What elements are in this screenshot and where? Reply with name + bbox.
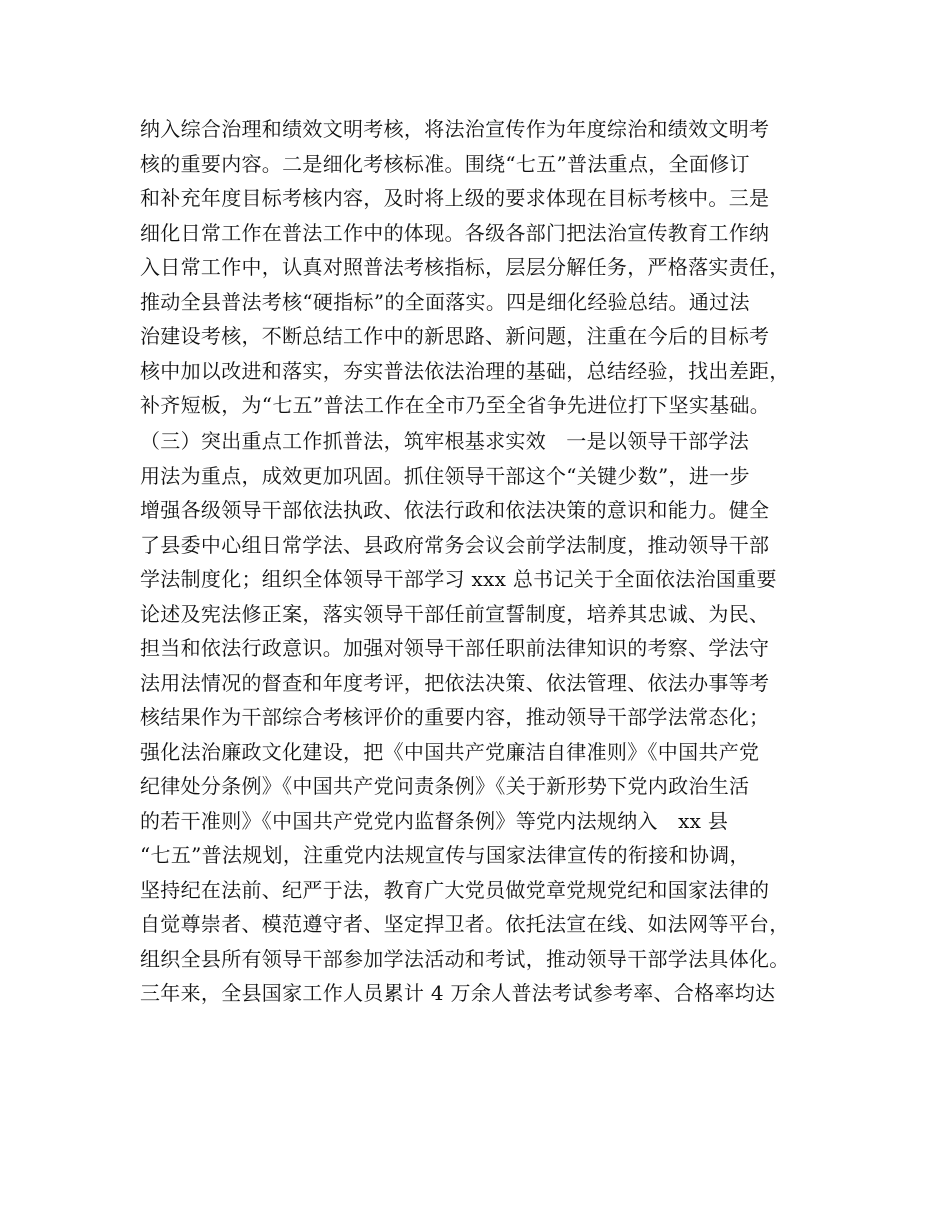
text-line: 核的重要内容。二是细化考核标准。围绕“七五”普法重点，全面修订: [140, 151, 750, 176]
text-line: 和补充年度目标考核内容，及时将上级的要求体现在目标考核中。三是: [140, 186, 770, 210]
text-line: 了县委中心组日常学法、县政府常务会议会前学法制度，推动领导干部: [140, 532, 770, 557]
text-line: “七五”普法规划，注重党内法规宣传与国家法律宣传的衔接和协调，: [140, 843, 750, 867]
text-line: 论述及宪法修正案，落实领导干部任前宣誓制度，培养其忠诚、为民、: [140, 601, 770, 626]
text-line: 核结果作为干部综合考核评价的重要内容，推动领导干部学法常态化；: [140, 705, 770, 729]
text-line: 组织全县所有领导干部参加学法活动和考试，推动领导干部学法具体化。: [140, 946, 790, 971]
text-line: 入日常工作中，认真对照普法考核指标，层层分解任务，严格落实责任，: [140, 255, 790, 279]
text-line: 的若干准则》《中国共产党党内监督条例》等党内法规纳入 xx 县: [140, 808, 729, 833]
text-line: 坚持纪在法前、纪严于法，教育广大党员做党章党规党纪和国家法律的: [140, 877, 770, 902]
paragraph-exam-refinement: [140, 112, 820, 423]
text-line: 增强各级领导干部依法执政、依法行政和依法决策的意识和能力。健全: [140, 498, 770, 522]
text-line: 自觉尊崇者、模范遵守者、坚定捍卫者。依托法宣在线、如法网等平台，: [140, 912, 790, 936]
text-line: 细化日常工作在普法工作中的体现。各级各部门把法治宣传教育工作纳: [140, 220, 770, 245]
text-line: 核中加以改进和落实，夯实普法依法治理的基础，总结经验，找出差距，: [140, 358, 790, 383]
text-line: 治建设考核，不断总结工作中的新思路、新问题，注重在今后的目标考: [140, 324, 770, 348]
text-line: 担当和依法行政意识。加强对领导干部任职前法律知识的考察、学法守: [140, 636, 770, 660]
text-line: 纪律处分条例》《中国共产党问责条例》《关于新形势下党内政治生活: [140, 774, 750, 798]
text-line: 学法制度化；组织全体领导干部学习 xxx 总书记关于全面依法治国重要: [140, 567, 777, 591]
text-line: 推动全县普法考核“硬指标”的全面落实。四是细化经验总结。通过法: [140, 289, 750, 314]
text-line: 纳入综合治理和绩效文明考核，将法治宣传作为年度综治和绩效文明考: [140, 117, 770, 141]
text-line: 用法为重点，成效更加巩固。抓住领导干部这个“关键少数”，进一步: [140, 463, 750, 488]
text-line: 强化法治廉政文化建设，把《中国共产党廉洁自律准则》《中国共产党: [140, 739, 760, 764]
text-line: 法用法情况的督查和年度考评，把依法决策、依法管理、依法办事等考: [140, 670, 770, 695]
paragraph-key-work-legal-education: [140, 424, 820, 1011]
text-line: 补齐短板，为“七五”普法工作在全市乃至全省争先进位打下坚实基础。: [140, 393, 771, 417]
text-line: （三）突出重点工作抓普法，筑牢根基求实效 一是以领导干部学法: [140, 429, 749, 453]
text-line: 三年来，全县国家工作人员累计 4 万余人普法考试参考率、合格率均达: [140, 981, 776, 1005]
